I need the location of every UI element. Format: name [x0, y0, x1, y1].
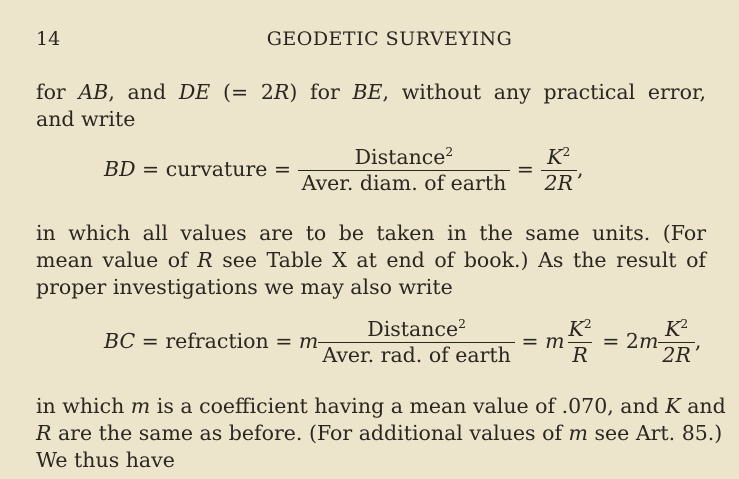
paragraph-3-line-3: We thus have — [36, 448, 175, 472]
page-header — [36, 28, 703, 56]
refraction-formula: BC = refraction = m $\frac{Distance^2}{\text{Aver. rad. of earth}}$ = m $\frac{K^2}{R}$ = 2m $\frac{K^2}{2R}$ , — [104, 316, 702, 368]
paragraph-1-line-2: and write — [36, 107, 136, 131]
paragraph-2-line-2: mean value of R see Table X at end of book.) As the result of — [36, 248, 706, 272]
paragraph-1-line-1: for AB, and DE (= 2R) for BE, without any practical error, — [36, 80, 707, 104]
page-number: 14 — [36, 28, 61, 50]
paragraph-3-line-2: R are the same as before. (For additional values of m see Art. 85.) — [36, 421, 723, 445]
k-squared-over-2r: $\frac{K^2}{2R}$ — [658, 318, 694, 367]
k-squared-over-2r: $\frac{K^2}{2R}$ — [541, 146, 577, 195]
formula-lhs: BD — [104, 156, 136, 181]
formula-lhs: BC — [104, 328, 136, 353]
curvature-formula: BD = curvature = $\frac{Distance^2}{\text{Aver. diam. of earth}}$ = $\frac{K^2}{2R}$ , — [104, 144, 584, 196]
distance-over-radius: $\frac{Distance^2}{\text{Aver. rad. of earth}}$ — [318, 318, 514, 367]
paragraph-2-line-1: in which all values are to be taken in the same units. (For — [36, 221, 706, 245]
paragraph-2-line-3: proper investigations we may also write — [36, 275, 453, 299]
distance-over-diameter: $\frac{Distance^2}{\text{Aver. diam. of earth}}$ — [298, 146, 511, 195]
running-title: GEODETIC SURVEYING — [266, 28, 513, 50]
k-squared-over-r: $\frac{K^2}{R}$ — [568, 316, 592, 368]
paragraph-3-line-1: in which m is a coefficient having a mean value of .070, and K and — [36, 394, 726, 418]
